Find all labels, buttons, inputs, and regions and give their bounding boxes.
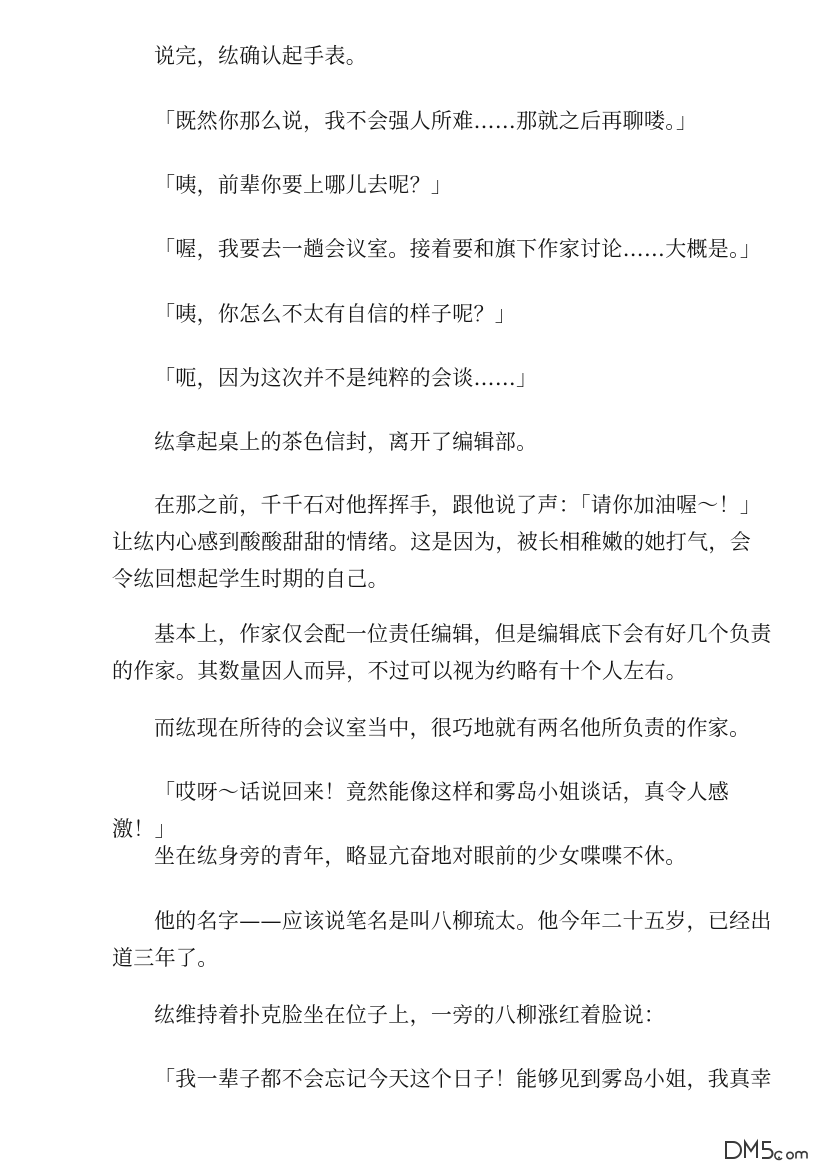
- paragraph: 「我一辈子都不会忘记今天这个日子！能够见到雾岛小姐，我真幸: [154, 1067, 772, 1091]
- paragraph: 「咦，你怎么不太有自信的样子呢？」: [154, 302, 517, 326]
- paragraph: 纮拿起桌上的茶色信封，离开了编辑部。: [154, 430, 538, 454]
- paragraph: 「咦，前辈你要上哪儿去呢？」: [154, 173, 453, 197]
- paragraph: 基本上，作家仅会配一位责任编辑，但是编辑底下会有好几个负责的作家。其数量因人而异，不过可以视为约略有十个人左右。: [112, 622, 772, 683]
- paragraph: 「喔，我要去一趟会议室。接着要和旗下作家讨论……大概是。」: [154, 237, 762, 261]
- paragraph: 「既然你那么说，我不会强人所难……那就之后再聊喽。」: [154, 109, 698, 133]
- paragraph: 说完，纮确认起手表。: [154, 44, 367, 68]
- paragraph: 「哎呀～话说回来！竟然能像这样和雾岛小姐谈话，真令人感激！」: [112, 780, 730, 841]
- dm5-watermark-logo: [722, 1135, 814, 1165]
- paragraph: 他的名字——应该说笔名是叫八柳琉太。他今年二十五岁，已经出道三年了。: [112, 909, 772, 970]
- paragraph: 而纮现在所待的会议室当中，很巧地就有两名他所负责的作家。: [154, 716, 751, 740]
- paragraph: 坐在纮身旁的青年，略显亢奋地对眼前的少女喋喋不休。: [154, 844, 687, 868]
- paragraph: 「呃，因为这次并不是纯粹的会谈……」: [154, 366, 538, 390]
- paragraph: 纮维持着扑克脸坐在位子上，一旁的八柳涨红着脸说：: [154, 1003, 666, 1027]
- paragraph: 在那之前，千千石对他挥挥手，跟他说了声：「请你加油喔～！」让纮内心感到酸酸甜甜的情绪。这是因为，被长相稚嫩的她打气，会令纮回想起学生时期的自己。: [112, 493, 762, 591]
